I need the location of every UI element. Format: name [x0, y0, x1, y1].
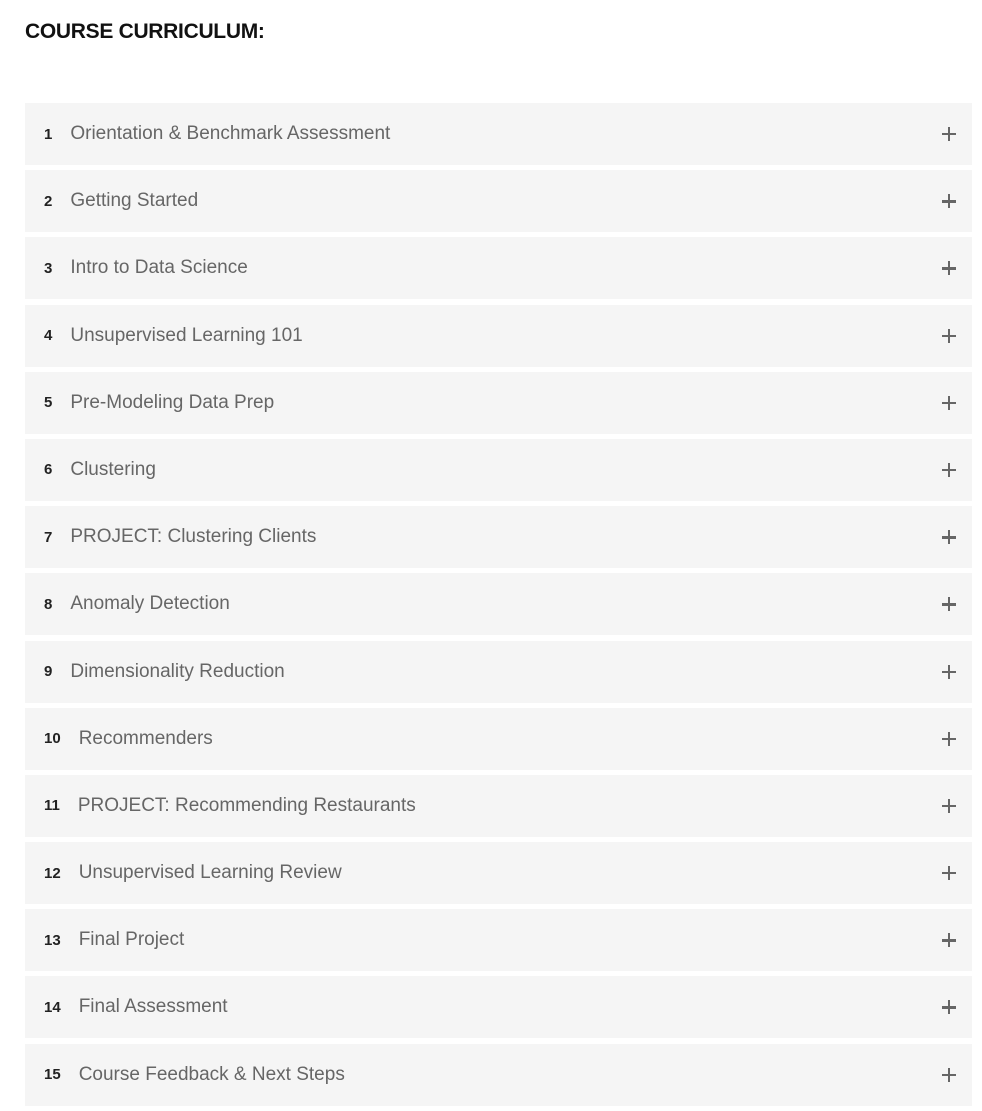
curriculum-list: [25, 103, 972, 1111]
curriculum-item[interactable]: [25, 506, 972, 568]
curriculum-item[interactable]: [25, 909, 972, 971]
item-number: 7: [44, 528, 53, 546]
plus-icon[interactable]: [942, 933, 956, 947]
curriculum-item[interactable]: [25, 1044, 972, 1106]
item-number: 15: [44, 1066, 61, 1084]
curriculum-item[interactable]: [25, 641, 972, 703]
plus-icon[interactable]: [942, 261, 956, 275]
item-number: 5: [44, 394, 53, 412]
curriculum-item[interactable]: [25, 775, 972, 837]
item-label: Pre-Modeling Data Prep: [70, 391, 275, 413]
item-label: Dimensionality Reduction: [70, 660, 285, 682]
item-number: 10: [44, 730, 61, 748]
item-label: Final Assessment: [78, 996, 228, 1018]
curriculum-item[interactable]: [25, 976, 972, 1038]
item-label: Anomaly Detection: [70, 593, 230, 615]
item-label: Orientation & Benchmark Assessment: [70, 123, 391, 144]
curriculum-item[interactable]: [25, 305, 972, 367]
item-label: Clustering: [70, 458, 156, 480]
plus-icon[interactable]: [942, 866, 956, 880]
item-number: 8: [44, 595, 53, 613]
item-number: 9: [44, 663, 53, 680]
item-label: PROJECT: Recommending Restaurants: [77, 794, 416, 816]
item-number: 14: [44, 998, 61, 1016]
plus-icon[interactable]: [942, 732, 956, 746]
plus-icon[interactable]: [942, 530, 956, 544]
curriculum-item[interactable]: [25, 237, 972, 299]
plus-icon[interactable]: [942, 1068, 956, 1082]
plus-icon[interactable]: [942, 127, 956, 141]
plus-icon[interactable]: [942, 194, 956, 208]
item-number: 12: [44, 864, 61, 882]
curriculum-item[interactable]: [25, 573, 972, 635]
curriculum-item[interactable]: [25, 708, 972, 770]
item-label: PROJECT: Clustering Clients: [70, 526, 317, 548]
item-label: Final Project: [78, 929, 185, 951]
item-number: 2: [44, 192, 53, 210]
curriculum-item[interactable]: [25, 103, 972, 165]
item-label: Unsupervised Learning 101: [70, 324, 303, 346]
item-label: Intro to Data Science: [70, 257, 248, 279]
item-label: Unsupervised Learning Review: [78, 862, 342, 884]
plus-icon[interactable]: [942, 329, 956, 343]
page-title: COURSE CURRICULUM:: [25, 20, 265, 43]
item-number: 4: [44, 327, 53, 345]
curriculum-item[interactable]: [25, 170, 972, 232]
item-number: 3: [44, 259, 53, 277]
item-label: Course Feedback & Next Steps: [78, 1063, 345, 1085]
item-number: 6: [44, 461, 53, 479]
item-number: 11: [44, 797, 60, 815]
plus-icon[interactable]: [942, 665, 956, 679]
item-label: Getting Started: [70, 190, 199, 212]
curriculum-item[interactable]: [25, 439, 972, 501]
curriculum-item[interactable]: [25, 842, 972, 904]
plus-icon[interactable]: [942, 799, 956, 813]
plus-icon[interactable]: [942, 463, 956, 477]
item-number: 13: [44, 931, 61, 949]
item-number: 1: [44, 125, 53, 143]
plus-icon[interactable]: [942, 1000, 956, 1014]
curriculum-item[interactable]: [25, 372, 972, 434]
plus-icon[interactable]: [942, 396, 956, 410]
item-label: Recommenders: [78, 727, 213, 749]
plus-icon[interactable]: [942, 597, 956, 611]
